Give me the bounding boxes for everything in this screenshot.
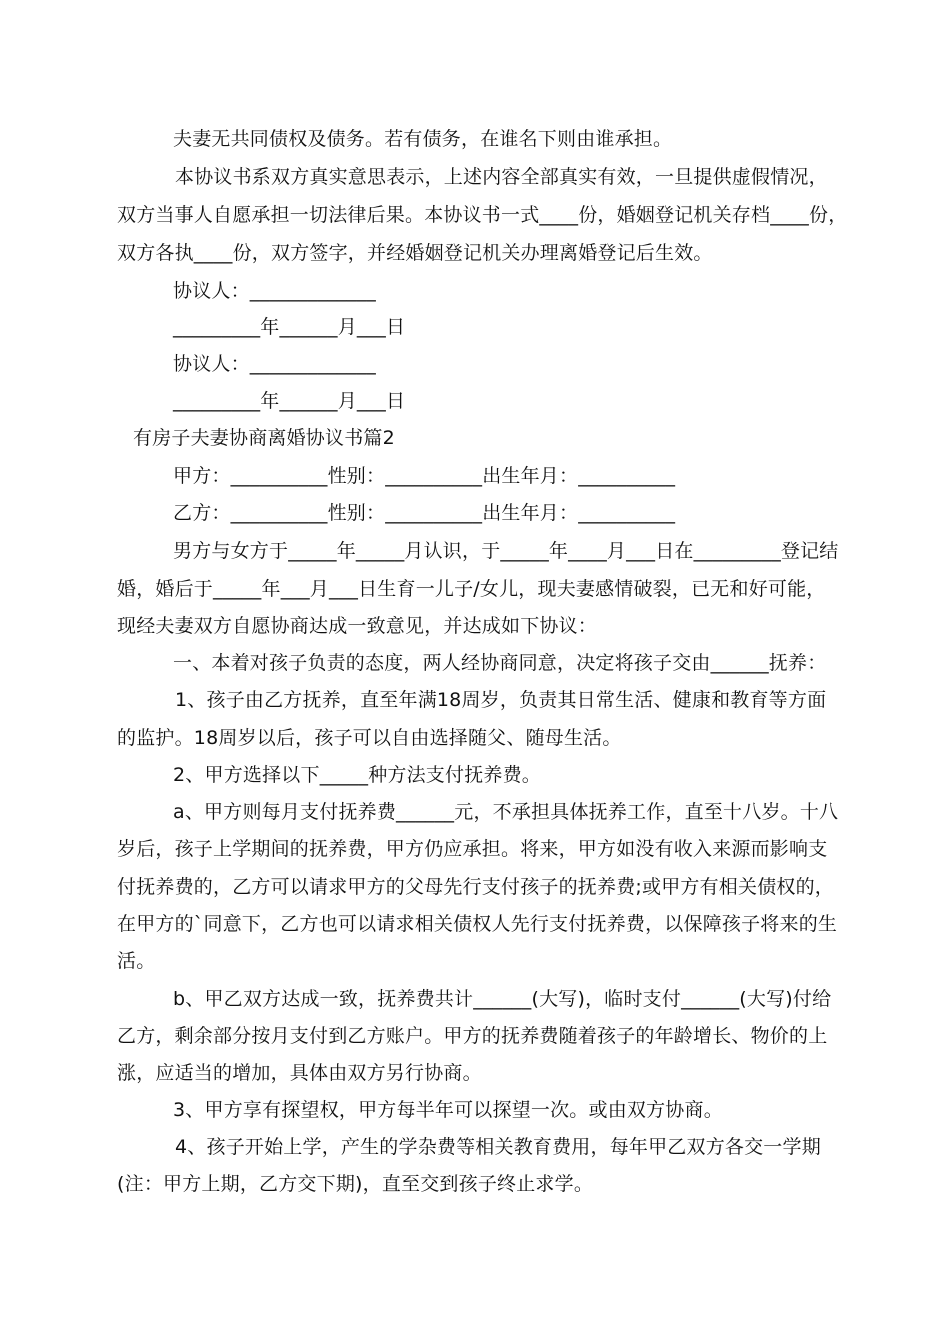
clause-line: 岁后，孩子上学期间的抚养费，甲方仍应承担。将来，甲方如没有收入来源而影响支	[117, 838, 828, 860]
signatory-line: 协议人：_____________	[173, 353, 376, 375]
party-b-line: 乙方：__________性别：__________出生年月：__________	[173, 502, 676, 524]
clause-line: 的监护。18周岁以后，孩子可以自由选择随父、随母生活。	[117, 727, 622, 749]
clause-line: b、甲乙双方达成一致，抚养费共计______(大写)，临时支付______(大写)付给	[173, 988, 832, 1010]
clause-line: 在甲方的`同意下，乙方也可以请求相关债权人先行支付抚养费，以保障孩子将来的生	[117, 913, 838, 935]
clause-line: (注：甲方上期，乙方交下期)，直至交到孩子终止求学。	[117, 1173, 594, 1195]
clause-line: 涨，应适当的增加，具体由双方另行协商。	[117, 1062, 482, 1084]
section-heading: 有房子夫妻协商离婚协议书篇2	[133, 427, 395, 449]
paragraph-line: 男方与女方于_____年_____月认识，于_____年____月___日在_________登记结	[173, 540, 839, 562]
signatory-line: 协议人：_____________	[173, 280, 376, 302]
paragraph-line: 双方当事人自愿承担一切法律后果。本协议书一式____份，婚姻登记机关存档____份，	[117, 204, 848, 226]
paragraph-line: 婚，婚后于_____年___月___日生育一儿子/女儿，现夫妻感情破裂，已无和好可能，	[117, 578, 826, 600]
date-line: _________年______月___日	[173, 316, 406, 338]
paragraph-line: 现经夫妻双方自愿协商达成一致意见，并达成如下协议：	[117, 615, 598, 637]
clause-line: 3、甲方享有探望权，甲方每半年可以探望一次。或由双方协商。	[173, 1099, 723, 1121]
party-a-line: 甲方：__________性别：__________出生年月：__________	[173, 465, 676, 487]
clause-line: 一、本着对孩子负责的态度，两人经协商同意，决定将孩子交由______抚养：	[173, 652, 827, 674]
paragraph-line: 本协议书系双方真实意思表示，上述内容全部真实有效，一旦提供虚假情况，	[175, 166, 828, 188]
clause-line: 付抚养费的，乙方可以请求甲方的父母先行支付孩子的抚养费;或甲方有相关债权的，	[117, 876, 835, 898]
clause-line: 乙方，剩余部分按月支付到乙方账户。甲方的抚养费随着孩子的年龄增长、物价的上	[117, 1025, 828, 1047]
paragraph-line: 夫妻无共同债权及债务。若有债务，在谁名下则由谁承担。	[173, 128, 673, 150]
paragraph-line: 双方各执____份，双方签字，并经婚姻登记机关办理离婚登记后生效。	[117, 242, 713, 264]
clause-line: 活。	[117, 950, 156, 972]
clause-line: a、甲方则每月支付抚养费______元，不承担具体抚养工作，直至十八岁。十八	[173, 801, 839, 823]
clause-line: 2、甲方选择以下_____种方法支付抚养费。	[173, 764, 541, 786]
date-line: _________年______月___日	[173, 390, 406, 412]
clause-line: 4、孩子开始上学，产生的学杂费等相关教育费用，每年甲乙双方各交一学期	[175, 1136, 821, 1158]
clause-line: 1、孩子由乙方抚养，直至年满18周岁，负责其日常生活、健康和教育等方面	[175, 689, 827, 711]
